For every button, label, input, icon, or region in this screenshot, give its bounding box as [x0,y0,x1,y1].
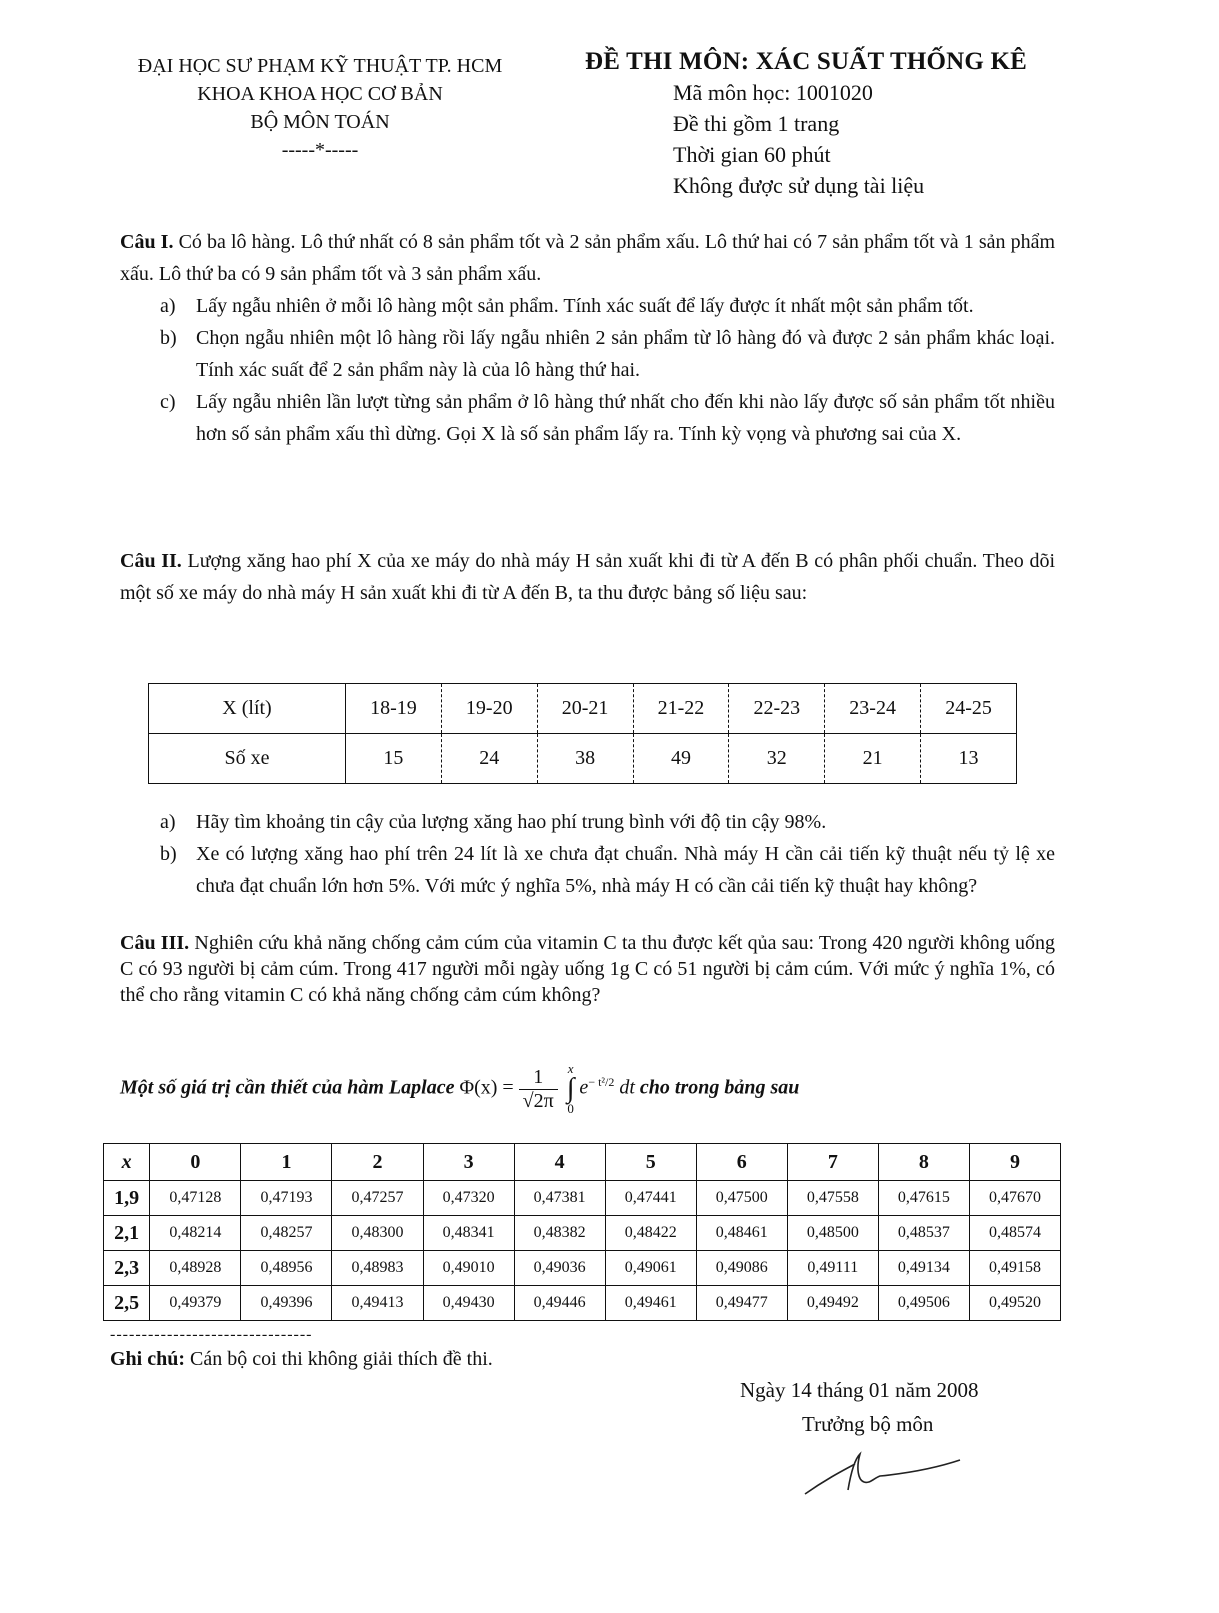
table-cell: 13 [921,734,1017,784]
table-cell: 38 [537,734,633,784]
column-header: 0 [150,1144,241,1181]
note-text: Cán bộ coi thi không giải thích đề thi. [190,1348,493,1370]
table-cell: 49 [633,734,729,784]
question-1c: c) Lấy ngẫu nhiên lần lượt từng sản phẩm ở lô hàng thứ nhất cho đến khi nào lấy được số sản phẩm tốt nhiều hơn số sản phẩm xấu thì dừng. Gọi X là số sản phẩm lấy ra. Tính kỳ vọng và phương sai của X. [160,391,1055,445]
table-cell: 0,47193 [241,1181,332,1216]
table-row [104,1216,1061,1251]
integral-lower: 0 [567,1101,574,1116]
table-cell: 0,47670 [969,1181,1060,1216]
table-cell: 0,47381 [514,1181,605,1216]
faculty-name: KHOA KHOA HỌC CƠ BẢN [197,83,443,105]
column-header: 7 [787,1144,878,1181]
table-cell: 0,48928 [150,1251,241,1286]
question-2a: a) Hãy tìm khoảng tin cậy của lượng xăng hao phí trung bình với độ tin cậy 98%. [160,811,827,833]
column-header: 8 [878,1144,969,1181]
exam-date: Ngày 14 tháng 01 năm 2008 [740,1378,979,1402]
table-cell: 20-21 [537,684,633,734]
table-cell: 0,49446 [514,1286,605,1321]
laplace-caption [120,1062,1060,1116]
table-cell: 0,49396 [241,1286,332,1321]
table-cell: 0,48574 [969,1216,1060,1251]
column-header: 9 [969,1144,1060,1181]
row-header: 2,3 [104,1251,150,1286]
table-cell: 0,49061 [605,1251,696,1286]
table-cell: 24-25 [921,684,1017,734]
question-2-text: Lượng xăng hao phí X của xe máy do nhà máy H sản xuất khi đi từ A đến B có phân phối chuẩn. Theo dõi một số xe máy do nhà máy H sản xuất khi đi từ A đến B, ta thu được bảng số liệu sau: [120,550,1055,604]
table-cell: 0,47320 [423,1181,514,1216]
column-header: 5 [605,1144,696,1181]
table-cell: 0,48300 [332,1216,423,1251]
question-1-intro [120,226,1055,290]
table-cell: 0,48461 [696,1216,787,1251]
table-cell: 0,49111 [787,1251,878,1286]
exam-title: ĐỀ THI MÔN: XÁC SUẤT THỐNG KÊ [585,48,1027,75]
table-cell: 0,49413 [332,1286,423,1321]
fraction-numerator: 1 [519,1066,558,1090]
column-header: 2 [332,1144,423,1181]
integrand-exponent: − t²/2 [588,1074,615,1089]
table-cell: 15 [346,734,442,784]
table-cell: 24 [441,734,537,784]
question-1-label: Câu I. [120,231,174,253]
header-separator: -----*----- [281,139,359,161]
table-cell: 0,47128 [150,1181,241,1216]
table-cell: 0,47441 [605,1181,696,1216]
question-1b: b) Chọn ngẫu nhiên một lô hàng rồi lấy ngẫu nhiên 2 sản phẩm từ lô hàng đó và được 2 sản phẩm khác loại. Tính xác suất để 2 sản phẩm này là của lô hàng thứ hai. [160,327,1055,381]
column-header: 3 [423,1144,514,1181]
laplace-table [103,1143,1061,1321]
table-row [104,1251,1061,1286]
column-header: 1 [241,1144,332,1181]
column-header: 6 [696,1144,787,1181]
laplace-fraction [519,1066,558,1113]
footer-separator: -------------------------------- [110,1326,313,1343]
table-cell: 0,49036 [514,1251,605,1286]
table-cell: 0,48956 [241,1251,332,1286]
table-head-x: X (lít) [149,684,346,734]
table-cell: 0,49430 [423,1286,514,1321]
table-cell: 0,49506 [878,1286,969,1321]
page-count: Đề thi gồm 1 trang [673,111,840,136]
table-cell: 0,48257 [241,1216,332,1251]
table-cell: 21-22 [633,684,729,734]
table-head-count: Số xe [149,734,346,784]
question-1a: a) Lấy ngẫu nhiên ở mỗi lô hàng một sản phẩm. Tính xác suất để lấy được ít nhất một sản phẩm tốt. [160,295,974,317]
school-header [110,52,530,164]
table-row [104,1286,1061,1321]
question-3-text: Nghiên cứu khả năng chống cảm cúm của vitamin C ta thu được kết qủa sau: Trong 420 người không uống C có 93 người bị cảm cúm. Trong 417 người mỗi ngày uống 1g C có 51 người bị cảm cúm. Với mức ý nghĩa 1%, có thể cho rằng vitamin C có khả năng chống cảm cúm không? [120,932,1056,1006]
column-header-x: x [104,1144,150,1181]
table-cell: 0,49477 [696,1286,787,1321]
course-code: Mã môn học: 1001020 [673,80,873,105]
laplace-caption-post: cho trong bảng sau [639,1076,800,1099]
table-cell: 0,47558 [787,1181,878,1216]
table-cell: 0,49520 [969,1286,1060,1321]
integral-sign-icon: ∫ [566,1073,575,1104]
integrand: e [579,1076,589,1099]
table-cell: 0,49379 [150,1286,241,1321]
footer-note [110,1348,493,1371]
fraction-denominator: √2π [522,1089,554,1112]
exam-duration: Thời gian 60 phút [673,142,831,167]
table-cell: 0,49086 [696,1251,787,1286]
question-3-label: Câu III. [120,932,190,954]
laplace-phi: Φ(x) = [459,1076,514,1099]
materials-rule: Không được sử dụng tài liệu [673,173,925,198]
table-cell: 0,48214 [150,1216,241,1251]
table-row [149,734,1017,784]
note-label: Ghi chú: [110,1348,186,1370]
table-cell: 0,48500 [787,1216,878,1251]
question-1-parts [160,290,1055,450]
table-row [104,1181,1061,1216]
column-header: 4 [514,1144,605,1181]
table-cell: 0,49134 [878,1251,969,1286]
laplace-caption-pre: Một số giá trị cần thiết của hàm Laplace [120,1076,455,1099]
table-cell: 0,48341 [423,1216,514,1251]
question-1-text: Có ba lô hàng. Lô thứ nhất có 8 sản phẩm tốt và 2 sản phẩm xấu. Lô thứ hai có 7 sản phẩm tốt và 1 sản phẩm xấu. Lô thứ ba có 9 sản phẩm tốt và 3 sản phẩm xấu. [120,231,1056,285]
exam-header [585,46,1065,201]
signature-icon [800,1450,970,1500]
integral-upper: x [567,1061,574,1076]
table-cell: 0,49492 [787,1286,878,1321]
table-cell: 0,47500 [696,1181,787,1216]
question-3 [120,930,1055,1008]
table-cell: 0,47257 [332,1181,423,1216]
department-head-title: Trưởng bộ môn [802,1412,934,1436]
table-cell: 0,48537 [878,1216,969,1251]
row-header: 1,9 [104,1181,150,1216]
question-2b: b) Xe có lượng xăng hao phí trên 24 lít là xe chưa đạt chuẩn. Nhà máy H cần cải tiến kỹ thuật nếu tỷ lệ xe chưa đạt chuẩn lớn hơn 5%. Với mức ý nghĩa 5%, nhà máy H có cần cải tiến kỹ thuật hay không? [160,843,1055,897]
table-cell: 0,48983 [332,1251,423,1286]
table-cell: 21 [825,734,921,784]
table-cell: 0,47615 [878,1181,969,1216]
row-header: 2,5 [104,1286,150,1321]
table-cell: 0,48382 [514,1216,605,1251]
table-cell: 0,49010 [423,1251,514,1286]
table-cell: 22-23 [729,684,825,734]
table-cell: 32 [729,734,825,784]
table-cell: 0,48422 [605,1216,696,1251]
fuel-data-table [148,683,1017,784]
table-header-row [104,1144,1061,1181]
table-cell: 0,49461 [605,1286,696,1321]
university-name: ĐẠI HỌC SƯ PHẠM KỸ THUẬT TP. HCM [137,55,503,77]
table-cell: 23-24 [825,684,921,734]
question-2-label: Câu II. [120,550,182,572]
table-cell: 18-19 [346,684,442,734]
integral-limits [567,1062,575,1116]
table-cell: 0,49158 [969,1251,1060,1286]
table-row [149,684,1017,734]
question-2-intro [120,545,1055,609]
question-2-parts [160,806,1055,902]
integral-dt: dt [619,1076,635,1099]
table-cell: 19-20 [441,684,537,734]
row-header: 2,1 [104,1216,150,1251]
department-name: BỘ MÔN TOÁN [250,111,390,133]
